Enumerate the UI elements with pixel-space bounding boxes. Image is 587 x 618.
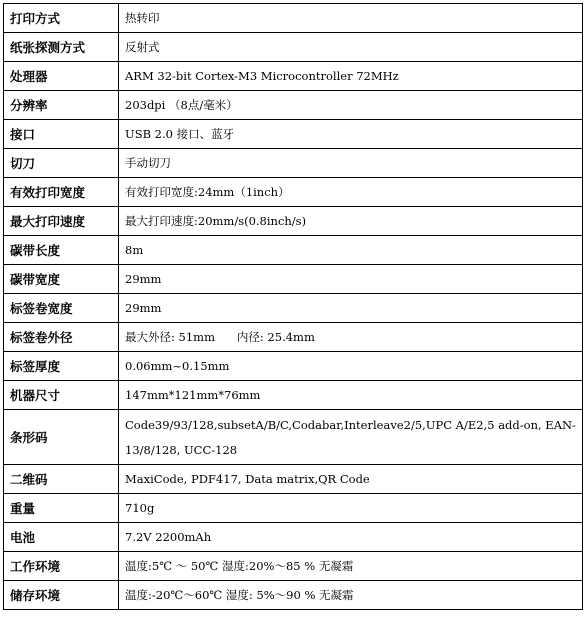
table-row xyxy=(4,294,583,323)
spec-label: 重量 xyxy=(4,494,119,523)
table-row xyxy=(4,236,583,265)
spec-label: 工作环境 xyxy=(4,552,119,581)
table-row xyxy=(4,62,583,91)
spec-value: 反射式 xyxy=(119,33,583,62)
spec-value: 0.06mm~0.15mm xyxy=(119,352,583,381)
spec-label: 碳带长度 xyxy=(4,236,119,265)
spec-label: 有效打印宽度 xyxy=(4,178,119,207)
spec-value: 最大外径: 51mm 内径: 25.4mm xyxy=(119,323,583,352)
spec-label: 电池 xyxy=(4,523,119,552)
spec-value: ARM 32-bit Cortex-M3 Microcontroller 72MHz xyxy=(119,62,583,91)
spec-value: 热转印 xyxy=(119,4,583,33)
spec-value: 手动切刀 xyxy=(119,149,583,178)
spec-value: 温度:5℃ ～ 50℃ 湿度:20%～85 % 无凝霜 xyxy=(119,552,583,581)
spec-value: 710g xyxy=(119,494,583,523)
table-row xyxy=(4,581,583,610)
table-row xyxy=(4,120,583,149)
spec-value: 温度:-20℃～60℃ 湿度: 5%～90 % 无凝霜 xyxy=(119,581,583,610)
spec-value: USB 2.0 接口、蓝牙 xyxy=(119,120,583,149)
table-row xyxy=(4,207,583,236)
table-row xyxy=(4,494,583,523)
table-row xyxy=(4,4,583,33)
spec-value: 203dpi （8点/毫米） xyxy=(119,91,583,120)
spec-value: 有效打印宽度:24mm（1inch） xyxy=(119,178,583,207)
spec-label: 标签卷宽度 xyxy=(4,294,119,323)
spec-label: 二维码 xyxy=(4,465,119,494)
spec-label: 接口 xyxy=(4,120,119,149)
spec-value: 8m xyxy=(119,236,583,265)
table-row xyxy=(4,381,583,410)
table-row xyxy=(4,323,583,352)
spec-value: 最大打印速度:20mm/s(0.8inch/s) xyxy=(119,207,583,236)
spec-label: 标签厚度 xyxy=(4,352,119,381)
table-row xyxy=(4,91,583,120)
spec-value: Code39/93/128,subsetA/B/C,Codabar,Interleave2/5,UPC A/E2,5 add-on, EAN-13/8/128, UCC-128 xyxy=(119,410,583,465)
spec-label: 切刀 xyxy=(4,149,119,178)
spec-label: 碳带宽度 xyxy=(4,265,119,294)
table-row xyxy=(4,352,583,381)
table-row xyxy=(4,178,583,207)
spec-label: 标签卷外径 xyxy=(4,323,119,352)
spec-value: MaxiCode, PDF417, Data matrix,QR Code xyxy=(119,465,583,494)
table-row xyxy=(4,465,583,494)
spec-label: 纸张探测方式 xyxy=(4,33,119,62)
spec-label: 储存环境 xyxy=(4,581,119,610)
table-row xyxy=(4,523,583,552)
spec-label: 处理器 xyxy=(4,62,119,91)
spec-value: 147mm*121mm*76mm xyxy=(119,381,583,410)
spec-value: 29mm xyxy=(119,265,583,294)
spec-label: 最大打印速度 xyxy=(4,207,119,236)
table-row xyxy=(4,149,583,178)
spec-table xyxy=(3,3,583,610)
spec-label: 分辨率 xyxy=(4,91,119,120)
spec-value: 29mm xyxy=(119,294,583,323)
table-row xyxy=(4,33,583,62)
spec-value: 7.2V 2200mAh xyxy=(119,523,583,552)
spec-label: 机器尺寸 xyxy=(4,381,119,410)
spec-label: 条形码 xyxy=(4,410,119,465)
spec-label: 打印方式 xyxy=(4,4,119,33)
table-row xyxy=(4,552,583,581)
table-row xyxy=(4,410,583,465)
table-row xyxy=(4,265,583,294)
